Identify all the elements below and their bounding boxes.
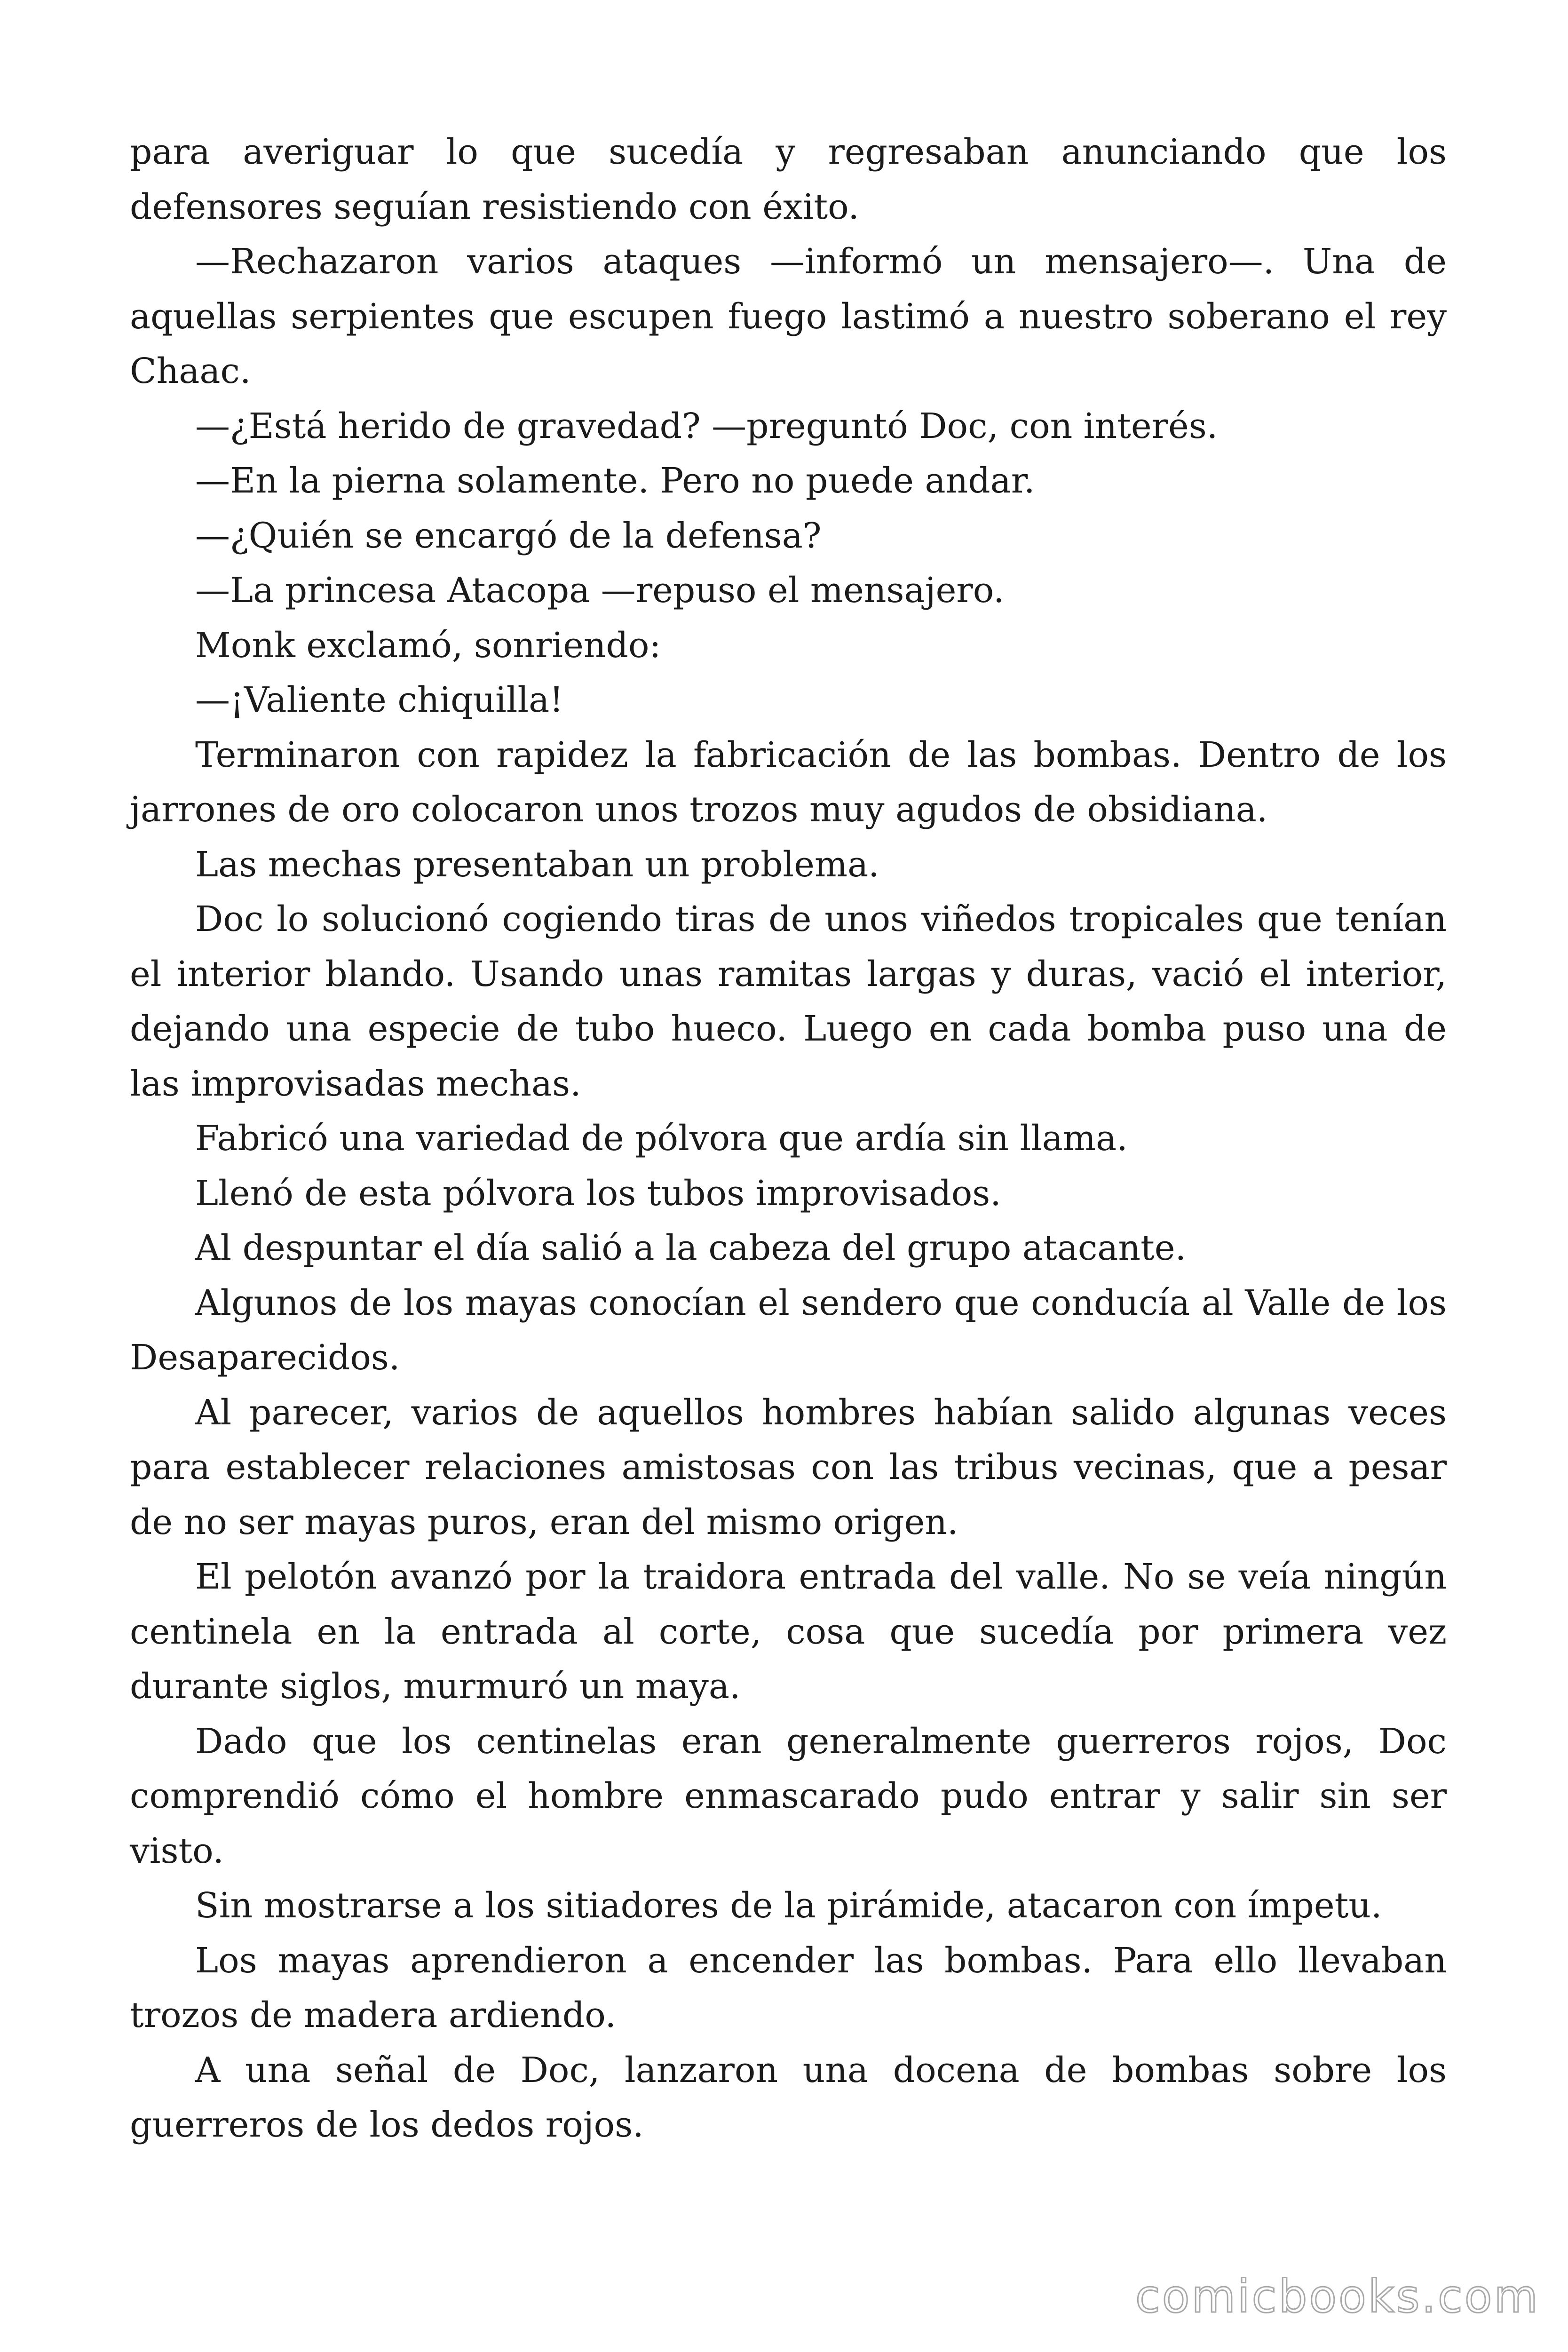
watermark: comicbooks.com <box>1135 2270 1540 2323</box>
paragraph: El pelotón avanzó por la traidora entrada del valle. No se veía ningún centinela en la entrada al corte, cosa que sucedía por primera vez durante siglos, murmuró un maya. <box>130 1557 1447 1707</box>
paragraph: —¡Valiente chiquilla! <box>195 680 563 720</box>
paragraph: Dado que los centinelas eran generalmente guerreros rojos, Doc comprendió cómo el hombre enmascarado pudo entrar y salir sin ser visto. <box>130 1721 1447 1871</box>
book-page-text <box>130 125 1447 2153</box>
paragraph: —En la pierna solamente. Pero no puede andar. <box>195 461 1035 501</box>
paragraph: Las mechas presentaban un problema. <box>195 844 879 885</box>
paragraph: —¿Quién se encargó de la defensa? <box>195 515 822 556</box>
paragraph: Al parecer, varios de aquellos hombres habían salido algunas veces para establecer relaciones amistosas con las tribus vecinas, que a pesar de no ser mayas puros, eran del mismo origen. <box>130 1392 1447 1542</box>
paragraph: —¿Está herido de gravedad? —preguntó Doc, con interés. <box>195 405 1218 446</box>
paragraph: Terminaron con rapidez la fabricación de las bombas. Dentro de los jarrones de oro colocaron unos trozos muy agudos de obsidiana. <box>130 734 1447 830</box>
paragraph: Doc lo solucionó cogiendo tiras de unos viñedos tropicales que tenían el interior blando. Usando unas ramitas largas y duras, vació el interior, dejando una especie de tubo hueco. Luego en cada bomba puso una de las improvisadas mechas. <box>130 899 1447 1104</box>
paragraph: Sin mostrarse a los sitiadores de la pirámide, atacaron con ímpetu. <box>195 1885 1382 1926</box>
paragraph: Los mayas aprendieron a encender las bombas. Para ello llevaban trozos de madera ardiendo. <box>130 1940 1447 2035</box>
paragraph: Fabricó una variedad de pólvora que ardía sin llama. <box>195 1118 1128 1159</box>
paragraph: Llenó de esta pólvora los tubos improvisados. <box>195 1173 1001 1214</box>
paragraph: Al despuntar el día salió a la cabeza del grupo atacante. <box>195 1228 1187 1268</box>
paragraph: para averiguar lo que sucedía y regresaban anunciando que los defensores seguían resistiendo con éxito. <box>130 132 1447 227</box>
paragraph: —La princesa Atacopa —repuso el mensajero. <box>195 570 1005 611</box>
paragraph: —Rechazaron varios ataques —informó un mensajero—. Una de aquellas serpientes que escupen fuego lastimó a nuestro soberano el rey Chaac. <box>130 241 1447 391</box>
paragraph: A una señal de Doc, lanzaron una docena de bombas sobre los guerreros de los dedos rojos. <box>130 2050 1447 2145</box>
paragraph: Algunos de los mayas conocían el sendero que conducía al Valle de los Desaparecidos. <box>130 1282 1447 1378</box>
paragraph: Monk exclamó, sonriendo: <box>195 625 661 666</box>
